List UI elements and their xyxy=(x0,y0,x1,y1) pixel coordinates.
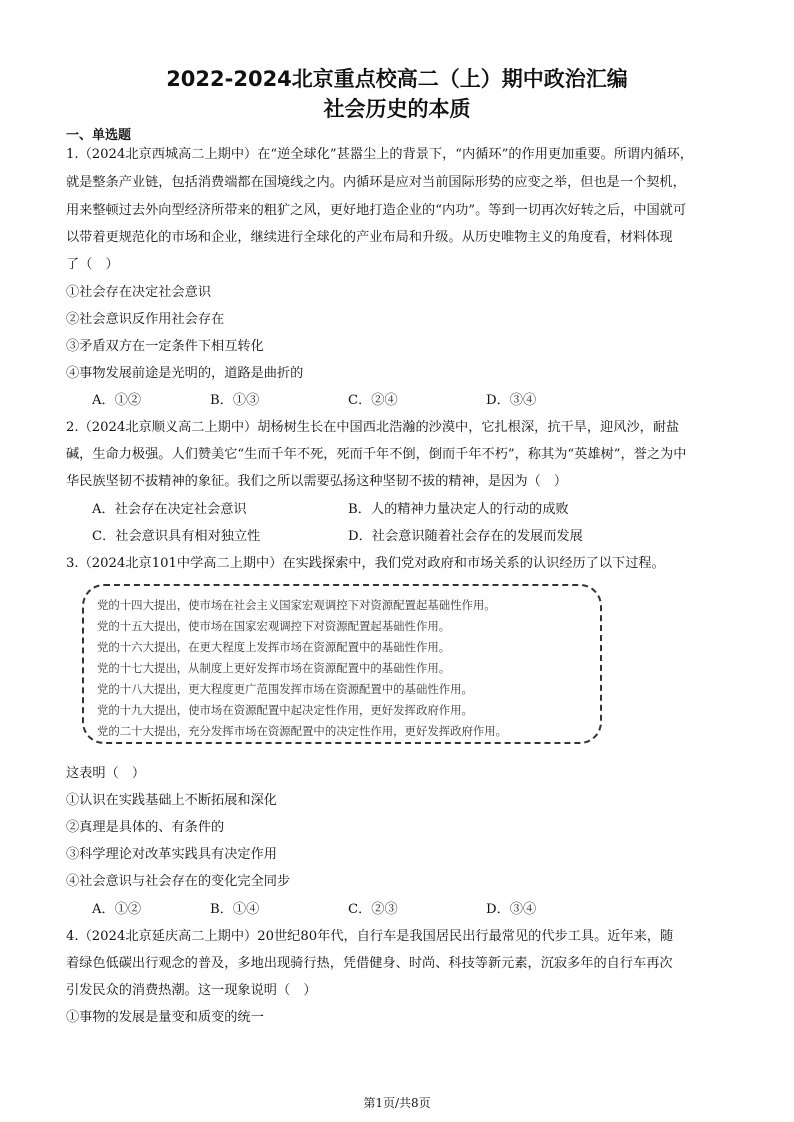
document-subtitle: 社会历史的本质 xyxy=(323,97,471,121)
q1-item: ④事物发展前途是光明的，道路是曲折的 xyxy=(66,366,304,381)
document-title: 2022-2024北京重点校高二（上）期中政治汇编 xyxy=(166,67,628,91)
q1-stem-line: 以带着更规范化的市场和企业，继续进行全球化的产业布局和升级。从历史唯物主义的角度看，材料体现 xyxy=(66,230,673,245)
q1-option-d: D．③④ xyxy=(486,393,537,408)
q3-stem-line: 3.（2024北京101中学高二上期中）在实践探索中，我们党对政府和市场关系的认识经历了以下过程。 xyxy=(66,556,665,571)
q2-option-c: C．社会意识具有相对独立性 xyxy=(92,529,261,544)
q3-item: ③科学理论对改革实践具有决定作用 xyxy=(66,847,277,862)
q4-item: ①事物的发展是量变和质变的统一 xyxy=(66,1010,264,1025)
q2-option-d: D．社会意识随着社会存在的发展而发展 xyxy=(348,529,583,544)
q3-material-line: 党的十九大提出，使市场在资源配置中起决定性作用，更好发挥政府作用。 xyxy=(97,703,473,717)
q3-option-a: A．①② xyxy=(92,902,142,917)
q4-stem-line: 4.（2024北京延庆高二上期中）20世纪80年代，自行车是我国居民出行最常见的代步工具。近年来，随 xyxy=(66,929,674,944)
q1-stem-line: 就是整条产业链，包括消费端都在国境线之内。内循环是应对当前国际形势的应变之举，但也是一个契机， xyxy=(66,175,686,190)
q1-item: ②社会意识反作用社会存在 xyxy=(66,312,225,327)
q3-item: ②真理是具体的、有条件的 xyxy=(66,820,225,835)
q2-stem-line: 2.（2024北京顺义高二上期中）胡杨树生长在中国西北浩瀚的沙漠中，它扎根深，抗干旱，迎风沙，耐盐 xyxy=(66,420,680,435)
q1-stem-line: 用来整顿过去外向型经济所带来的粗犷之风，更好地打造企业的“内功”。等到一切再次好转之后，中国就可 xyxy=(66,203,687,218)
q3-material-line: 党的二十大提出，充分发挥市场在资源配置中的决定性作用，更好发挥政府作用。 xyxy=(97,724,508,738)
q3-item: ①认识在实践基础上不断拓展和深化 xyxy=(66,793,277,808)
q3-material-line: 党的十四大提出，使市场在社会主义国家宏观调控下对资源配置起基础性作用。 xyxy=(97,598,496,612)
q3-material-line: 党的十六大提出，在更大程度上发挥市场在资源配置中的基础性作用。 xyxy=(97,640,451,654)
q3-option-b: B．①④ xyxy=(210,902,260,917)
q3-option-c: C．②③ xyxy=(348,902,398,917)
q3-prompt: 这表明（ ） xyxy=(66,766,146,781)
q2-stem-line: 华民族坚韧不拔精神的象征。我们之所以需要弘扬这种坚韧不拔的精神，是因为（ ） xyxy=(66,474,568,489)
section-heading: 一、单选题 xyxy=(66,128,132,143)
q2-option-a: A．社会存在决定社会意识 xyxy=(92,502,247,517)
q3-item: ④社会意识与社会存在的变化完全同步 xyxy=(66,874,291,889)
q3-material-line: 党的十八大提出，更大程度更广范围发挥市场在资源配置中的基础性作用。 xyxy=(97,682,473,696)
q3-material-line: 党的十五大提出，使市场在国家宏观调控下对资源配置起基础性作用。 xyxy=(97,619,451,633)
page-footer: 第1页/共8页 xyxy=(363,1096,431,1110)
q4-stem-line: 着绿色低碳出行观念的普及，多地出现骑行热，凭借健身、时尚、科技等新元素，沉寂多年的自行车再次 xyxy=(66,956,673,971)
q3-material-line: 党的十七大提出，从制度上更好发挥市场在资源配置中的基础性作用。 xyxy=(97,661,451,675)
q1-option-b: B．①③ xyxy=(210,393,260,408)
q1-stem-line: 1.（2024北京西城高二上期中）在“逆全球化”甚嚣尘上的背景下，“内循环”的作用更加重要。所谓内循环， xyxy=(66,147,693,162)
q3-option-d: D．③④ xyxy=(486,902,537,917)
q4-stem-line: 引发民众的消费热潮。这一现象说明（ ） xyxy=(66,983,317,998)
q1-stem-line: 了（ ） xyxy=(66,257,119,272)
q1-option-c: C．②④ xyxy=(348,393,398,408)
q2-option-b: B．人的精神力量决定人的行动的成败 xyxy=(348,502,569,517)
q1-item: ③矛盾双方在一定条件下相互转化 xyxy=(66,339,264,354)
q1-item: ①社会存在决定社会意识 xyxy=(66,285,212,300)
q2-stem-line: 碱，生命力极强。人们赞美它“生而千年不死，死而千年不倒，倒而千年不朽”，称其为“英雄树”，誉之为中 xyxy=(66,447,687,462)
q1-option-a: A．①② xyxy=(92,393,142,408)
